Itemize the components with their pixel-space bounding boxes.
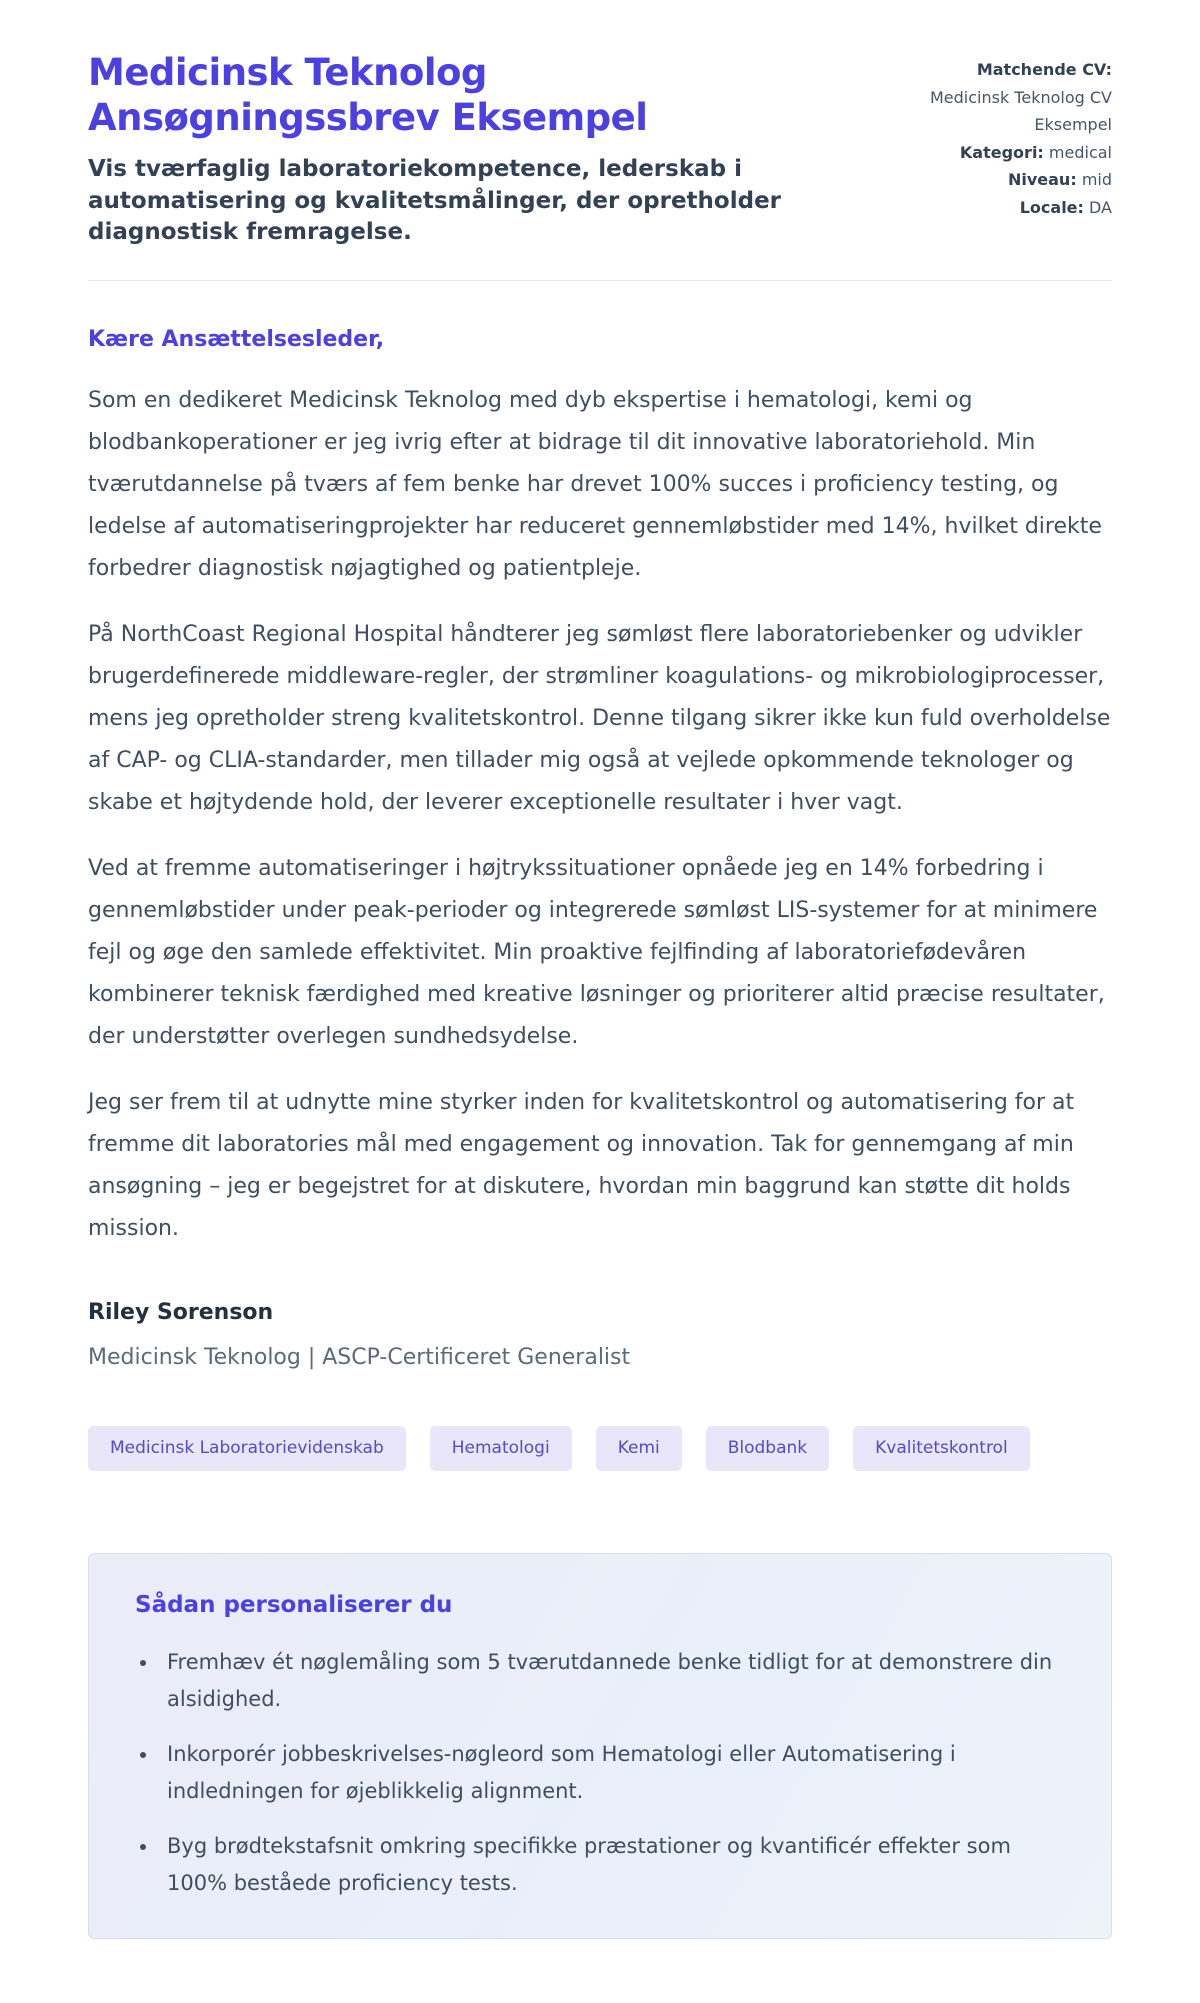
letter-body [88,281,1112,1370]
tip-item: • Fremhæv ét nøglemåling som 5 tværutdannede benke tidligt for at demonstrere din alsidighed. [159,1644,1065,1718]
signature-name: Riley Sorenson [88,1300,274,1326]
signature-role: Medicinsk Teknolog | ASCP-Certificeret Generalist [88,1345,631,1371]
level-label: Niveau: [1007,170,1077,190]
cv-meta [927,50,1112,221]
matching-cv-link[interactable]: Medicinsk Teknolog CV Eksempel [929,87,1112,135]
tips-heading: Sådan personaliserer du [135,1592,453,1619]
letter-paragraph: Jeg ser frem til at udnytte mine styrker inden for kvalitetskontrol og automatisering for at fremme dit laboratories mål med engagement og innovation. Tak for gennemgang af min ansøgning – jeg er begejstret for at diskutere, hvordan min baggrund kan støtte dit holds mission. [88,1090,1075,1242]
skill-tag[interactable]: Kvalitetskontrol [853,1426,1030,1471]
tips-list [135,1644,1065,1902]
category-row [927,139,1112,167]
tags-row [88,1426,1112,1471]
matching-cv-label-row [927,56,1112,84]
title-block [88,50,808,248]
letter-paragraph: Som en dedikeret Medicinsk Teknolog med dyb ekspertise i hematologi, kemi og blodbankoperationer er jeg ivrig efter at bidrage til dit innovative laboratoriehold. Min tværutdannelse på tværs af fem benke har drevet 100% succes i proficiency testing, og ledelse af automatiseringprojekter har reduceret gennemløbstider med 14%, hvilket direkte forbedrer diagnostisk nøjagtighed og patientpleje. [88,388,1102,582]
tip-item: • Byg brødtekstafsnit omkring specifikke præstationer og kvantificér effekter som 100% beståede proficiency tests. [159,1828,1065,1902]
category-label: Kategori: [959,142,1044,162]
locale-label: Locale: [1019,197,1084,217]
letter-paragraph: Ved at fremme automatiseringer i højtrykssituationer opnåede jeg en 14% forbedring i gennemløbstider under peak-perioder og integrerede sømløst LIS-systemer for at minimere fejl og øge den samlede effektivitet. Min proaktive fejlfinding af laboratoriefødevåren kombinerer teknisk færdighed med kreative løsninger og prioriterer altid præcise resultater, der understøtter overlegen sundhedsydelse. [88,856,1105,1050]
level-value: mid [1081,170,1112,190]
tip-item: • Inkorporér jobbeskrivelses-nøgleord som Hematologi eller Automatisering i indledningen for øjeblikkelig alignment. [159,1736,1065,1810]
skill-tag[interactable]: Medicinsk Laboratorievidenskab [88,1426,406,1471]
header [88,50,1112,248]
skill-tag[interactable]: Blodbank [706,1426,829,1471]
signature-block [88,1300,1112,1370]
page-title: Medicinsk Teknolog Ansøgningssbrev Eksempel [88,51,648,140]
skill-tag[interactable]: Kemi [596,1426,682,1471]
letter-paragraphs [88,380,1112,1250]
skill-tag[interactable]: Hematologi [430,1426,572,1471]
letter-paragraph: På NorthCoast Regional Hospital håndterer jeg sømløst flere laboratoriebenker og udvikler brugerdefinerede middleware-regler, der strømliner koagulations- og mikrobiologiprocesser, mens jeg opretholder streng kvalitetskontrol. Denne tilgang sikrer ikke kun fuld overholdelse af CAP- og CLIA-standarder, men tillader mig også at vejlede opkommende teknologer og skabe et højtydende hold, der leverer exceptionelle resultater i hver vagt. [88,622,1111,816]
content-container [88,0,1112,1939]
level-row [927,166,1112,194]
locale-value: DA [1089,197,1112,217]
category-value: medical [1048,142,1112,162]
matching-cv-label: Matchende CV: [976,60,1112,79]
letter-greeting: Kære Ansættelsesleder, [88,327,385,353]
page-subtitle: Vis tværfaglig laboratoriekompetence, lederskab i automatisering og kvalitetsmålinger, der opretholder diagnostisk fremragelse. [88,156,782,245]
locale-row [927,194,1112,222]
tips-panel [88,1553,1112,1939]
